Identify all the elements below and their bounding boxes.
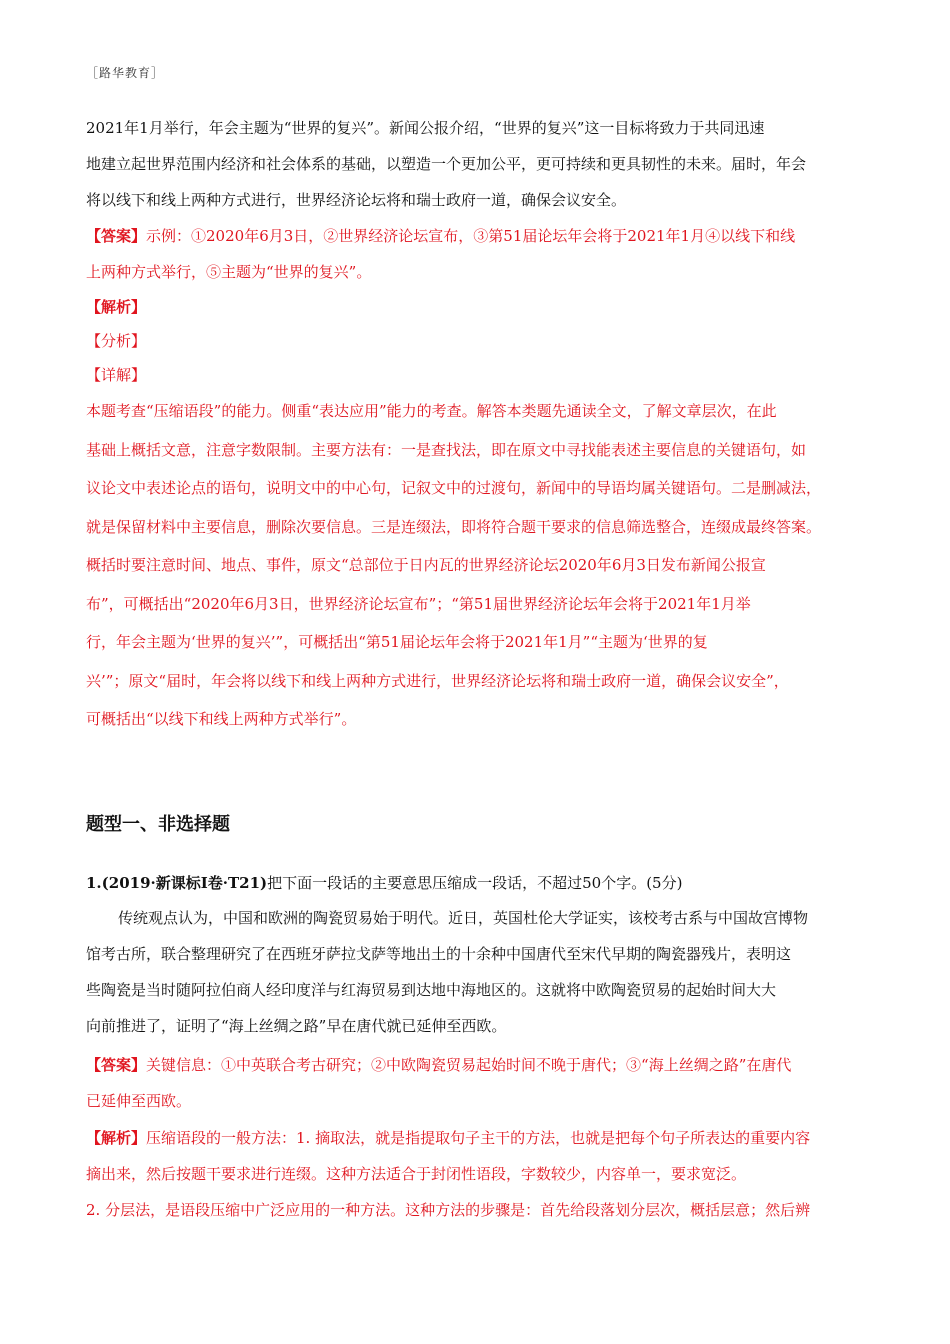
question-prompt: 把下面一段话的主要意思压缩成一段话，不超过50个字。(5分)	[267, 874, 683, 892]
question-passage	[86, 900, 868, 1044]
question-passage-line: 传统观点认为，中国和欧洲的陶瓷贸易始于明代。近日，英国杜伦大学证实，该校考古系与中国故宫博物	[118, 909, 809, 927]
answer-text: 示例：①2020年6月3日，②世界经济论坛宣布，③第51届论坛年会将于2021年1月④以线下和线	[146, 227, 796, 245]
answer-tag: 【答案】	[86, 1056, 147, 1074]
analysis-detail	[86, 392, 868, 739]
analysis-line: 议论文中表述论点的语句，说明文中的中心句，记叙文中的过渡句，新闻中的导语均属关键语句。二是删减法，	[86, 479, 822, 497]
question-passage-line: 馆考古所，联合整理研究了在西班牙萨拉戈萨等地出土的十余种中国唐代至宋代早期的陶瓷器残片，表明这	[86, 945, 792, 963]
question-source: 1.(2019·新课标Ⅰ卷·T21)	[86, 874, 268, 892]
analysis-tags	[86, 290, 868, 392]
analysis-tag: 【解析】	[86, 1129, 147, 1147]
answer-text: 关键信息：①中英联合考古研究；②中欧陶瓷贸易起始时间不晚于唐代；③“海上丝绸之路”在唐代	[146, 1056, 792, 1074]
answer-text: 已延伸至西欧。	[86, 1092, 192, 1110]
question-passage-line: 些陶瓷是当时随阿拉伯商人经印度洋与红海贸易到达地中海地区的。这就将中欧陶瓷贸易的起始时间大大	[86, 981, 777, 999]
analysis-text: 压缩语段的一般方法：1. 摘取法，就是指提取句子主干的方法，也就是把每个句子所表达的重要内容	[146, 1129, 811, 1147]
question-heading	[86, 865, 868, 901]
question-answer	[86, 1047, 868, 1119]
analysis-line: 行，年会主题为‘世界的复兴’”，可概括出“第51届论坛年会将于2021年1月”“主题为‘世界的复	[86, 633, 708, 651]
passage-line: 地建立起世界范围内经济和社会体系的基础，以塑造一个更加公平，更可持续和更具韧性的未来。届时，年会	[86, 155, 807, 173]
analysis-text: 摘出来，然后按题干要求进行连缀。这种方法适合于封闭性语段，字数较少，内容单一，要求宽泛。	[86, 1165, 747, 1183]
analysis-line: 布”，可概括出“2020年6月3日，世界经济论坛宣布”；“第51届世界经济论坛年会将于2021年1月举	[86, 594, 751, 613]
xiangjie-tag: 【详解】	[86, 366, 147, 384]
question-passage-line: 向前推进了，证明了“海上丝绸之路”早在唐代就已延伸至西欧。	[86, 1017, 507, 1035]
passage-line: 2021年1月举行，年会主题为“世界的复兴”。新闻公报介绍，“世界的复兴”这一目标将致力于共同迅速	[86, 119, 765, 137]
header-mark: ［路华教育］	[86, 66, 165, 80]
passage-line: 将以线下和线上两种方式进行，世界经济论坛将和瑞士政府一道，确保会议安全。	[86, 191, 627, 209]
analysis-line: 基础上概括文意，注意字数限制。主要方法有：一是查找法，即在原文中寻找能表述主要信息的关键语句，如	[86, 440, 807, 459]
top-passage	[86, 110, 868, 218]
section-title: 题型一、非选择题	[86, 814, 230, 835]
question-1	[86, 865, 868, 901]
analysis-line: 兴’”；原文“届时，年会将以线下和线上两种方式进行，世界经济论坛将和瑞士政府一道，确保会议安全”，	[86, 671, 789, 690]
analysis-line: 概括时要注意时间、地点、事件，原文“总部位于日内瓦的世界经济论坛2020年6月3日发布新闻公报宣	[86, 556, 766, 574]
analysis-line: 可概括出“以线下和线上两种方式举行”。	[86, 710, 357, 728]
answer-tag: 【答案】	[86, 227, 147, 245]
fenxi-tag: 【分析】	[86, 332, 147, 350]
answer-block	[86, 218, 868, 290]
analysis-line: 本题考查“压缩语段”的能力。侧重“表达应用”能力的考查。解答本类题先通读全文，了解文章层次，在此	[86, 402, 777, 420]
answer-text: 上两种方式举行，⑤主题为“世界的复兴”。	[86, 263, 372, 281]
question-analysis	[86, 1120, 868, 1228]
analysis-text: 2. 分层法，是语段压缩中广泛应用的一种方法。这种方法的步骤是：首先给段落划分层次，概括层意；然后辨	[86, 1201, 811, 1219]
jiexi-tag: 【解析】	[86, 298, 147, 316]
analysis-line: 就是保留材料中主要信息，删除次要信息。三是连缀法，即将符合题干要求的信息筛选整合，连缀成最终答案。	[86, 517, 822, 536]
